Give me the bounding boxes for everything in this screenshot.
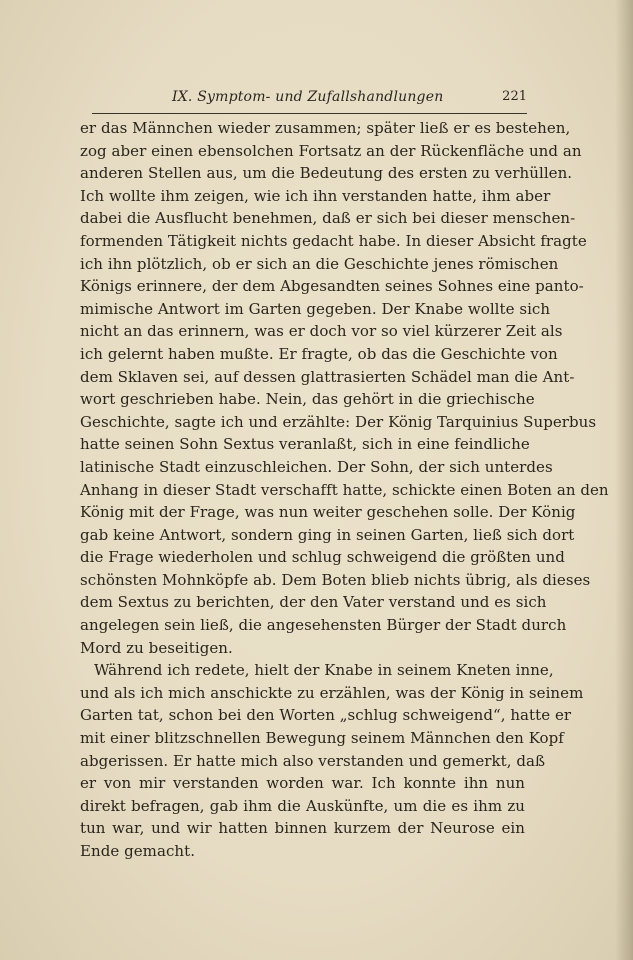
text-line: gab keine Antwort, sondern ging in seinen Garten, ließ sich dort	[80, 525, 575, 544]
text-line: formenden Tätigkeit nichts gedacht habe. In dieser Absicht fragte	[80, 231, 587, 250]
text-line: direkt befragen, gab ihm die Auskünfte, um die es ihm zu	[80, 796, 525, 815]
running-title: IX. Symptom- und Zufallshandlungen	[172, 89, 444, 105]
text-line: anderen Stellen aus, um die Bedeutung des ersten zu verhüllen.	[80, 164, 573, 183]
text-line: ich ihn plötzlich, ob er sich an die Geschichte jenes römischen	[80, 254, 559, 273]
text-line: Garten tat, schon bei den Worten „schlug schweigend“, hatte er	[80, 706, 572, 725]
text-line: Mord zu beseitigen.	[80, 638, 233, 657]
text-line: ich gelernt haben mußte. Er fragte, ob das die Geschichte von	[80, 344, 558, 363]
text-line: Geschichte, sagte ich und erzählte: Der König Tarquinius Superbus	[80, 412, 597, 431]
text-line: hatte seinen Sohn Sextus veranlaßt, sich in eine feindliche	[80, 435, 530, 454]
text-line: Ich wollte ihm zeigen, wie ich ihn verstanden hatte, ihm aber	[80, 186, 551, 205]
text-line: mimische Antwort im Garten gegeben. Der Knabe wollte sich	[80, 299, 551, 318]
page-number: 221	[502, 89, 527, 104]
text-line: und als ich mich anschickte zu erzählen, was der König in seinem	[80, 683, 584, 702]
text-line: latinische Stadt einzuschleichen. Der Sohn, der sich unterdes	[80, 457, 553, 476]
text-line: dabei die Ausflucht benehmen, daß er sich bei dieser menschen-	[80, 209, 576, 228]
text-line: König mit der Frage, was nun weiter geschehen solle. Der König	[80, 503, 576, 522]
page-header	[92, 88, 527, 108]
text-line: tun war, und wir hatten binnen kurzem der Neurose ein	[80, 819, 525, 838]
text-line: wort geschrieben habe. Nein, das gehört in die griechische	[80, 390, 535, 409]
text-line: Ende gemacht.	[80, 842, 196, 860]
text-line: zog aber einen ebensolchen Fortsatz an der Rückenfläche und an	[80, 141, 582, 160]
text-line: abgerissen. Er hatte mich also verstanden und gemerkt, daß	[80, 751, 546, 770]
text-line: mit einer blitzschnellen Bewegung seinem Männchen den Kopf	[80, 729, 564, 748]
paragraph	[80, 659, 584, 862]
text-line: Anhang in dieser Stadt verschafft hatte, schickte einen Boten an den	[80, 480, 609, 499]
text-line: angelegen sein ließ, die angesehensten Bürger der Stadt durch	[80, 616, 567, 635]
text-line: Königs erinnere, der dem Abgesandten seines Sohnes eine panto-	[80, 277, 584, 296]
text-line: die Frage wiederholen und schlug schweigend die größten und	[80, 548, 565, 567]
text-line: nicht an das erinnern, was er doch vor so viel kürzerer Zeit als	[80, 322, 563, 341]
text-line: schönsten Mohnköpfe ab. Dem Boten blieb nichts übrig, als dieses	[80, 570, 591, 589]
text-line: dem Sextus zu berichten, der den Vater verstand und es sich	[80, 593, 547, 612]
text-line: Während ich redete, hielt der Knabe in seinem Kneten inne,	[94, 661, 554, 680]
body-text	[80, 117, 609, 863]
text-line: dem Sklaven sei, auf dessen glattrasierten Schädel man die Ant-	[80, 367, 575, 386]
paragraph	[80, 117, 609, 659]
header-rule	[92, 113, 527, 114]
text-line: er das Männchen wieder zusammen; später ließ er es bestehen,	[80, 119, 571, 137]
text-line: er von mir verstanden worden war. Ich konnte ihn nun	[80, 774, 525, 793]
page-edge-shadow	[615, 0, 633, 960]
